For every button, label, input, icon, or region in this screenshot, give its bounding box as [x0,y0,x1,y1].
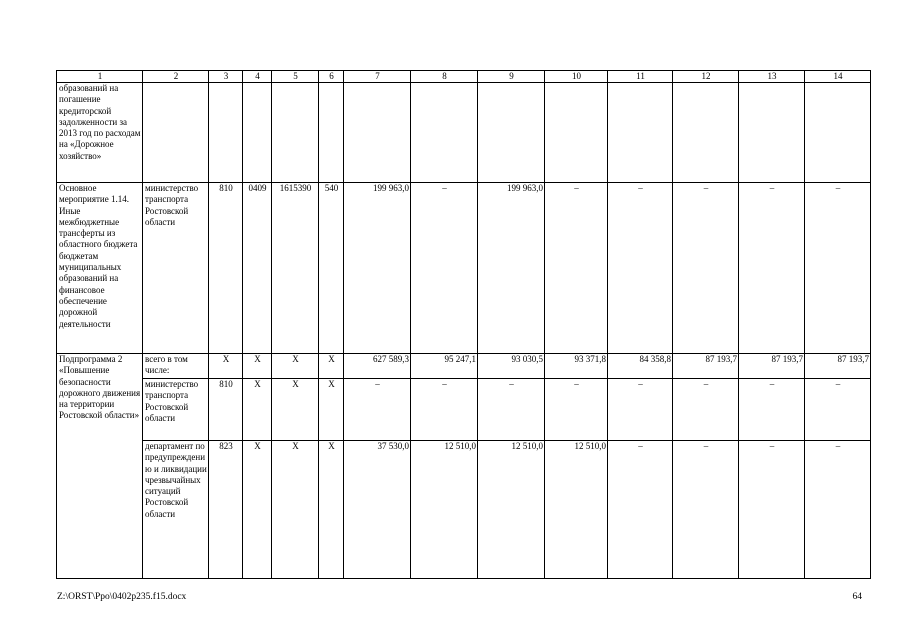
row-d-executor: министерство транспорта Ростовской области [143,379,209,441]
table-cell [478,83,545,183]
row-b-col8: – [411,183,478,354]
row-e-col10: 12 510,0 [545,441,608,579]
row-d-col8: – [411,379,478,441]
header-cell: 6 [319,71,344,83]
table-cell [143,83,209,183]
row-c-col9: 93 030,5 [478,354,545,379]
header-cell: 14 [805,71,871,83]
row-e-col9: 12 510,0 [478,441,545,579]
row-c-col3: Х [209,354,243,379]
row-d-col5: Х [272,379,319,441]
page-number: 64 [852,592,862,602]
row-e-col8: 12 510,0 [411,441,478,579]
row-e-col14: – [805,441,871,579]
row-c-col12: 87 193,7 [673,354,739,379]
row-d-col4: Х [243,379,272,441]
row-e-col6: Х [319,441,344,579]
row-c-col7: 627 589,3 [344,354,411,379]
header-cell: 5 [272,71,319,83]
row-b-col10: – [545,183,608,354]
table-row [57,441,871,579]
row-d-col14: – [805,379,871,441]
row-e-col4: Х [243,441,272,579]
row-b-col4: 0409 [243,183,272,354]
header-cell: 11 [608,71,673,83]
table-header-row [57,71,871,83]
header-cell: 12 [673,71,739,83]
row-e-col3: 823 [209,441,243,579]
row-d-col9: – [478,379,545,441]
table-cell [344,83,411,183]
row-c-col8: 95 247,1 [411,354,478,379]
row-c-executor: всего в том числе: [143,354,209,379]
row-b-col12: – [673,183,739,354]
table-cell [673,83,739,183]
row-c-name: Подпрограмма 2 «Повышение безопасности дорожного движения на территории Ростовской области» [57,354,143,579]
row-d-col7: – [344,379,411,441]
row-d-col13: – [739,379,805,441]
row-b-name: Основное мероприятие 1.14. Иные межбюджетные трансферты из областного бюджета бюджетам муниципальных образований на финансовое обеспечение дорожной деятельности [57,183,143,354]
table-cell [319,83,344,183]
row-b-col5: 1615390 [272,183,319,354]
row-e-executor: департамент по предупреждению и ликвидации чрезвычайных ситуаций Ростовской области [143,441,209,579]
row-b-col14: – [805,183,871,354]
table-cell [608,83,673,183]
table-cell [243,83,272,183]
row-c-col4: Х [243,354,272,379]
row-d-col3: 810 [209,379,243,441]
row-b-col3: 810 [209,183,243,354]
row-b-col7: 199 963,0 [344,183,411,354]
row-e-col7: 37 530,0 [344,441,411,579]
row-c-col14: 87 193,7 [805,354,871,379]
row-e-col11: – [608,441,673,579]
row-d-col10: – [545,379,608,441]
table-cell [272,83,319,183]
header-cell: 9 [478,71,545,83]
row-d-col11: – [608,379,673,441]
table-cell [411,83,478,183]
row-d-col6: Х [319,379,344,441]
row-c-col10: 93 371,8 [545,354,608,379]
row-c-col13: 87 193,7 [739,354,805,379]
row-c-col6: Х [319,354,344,379]
header-cell: 8 [411,71,478,83]
table-cell [545,83,608,183]
row-b-col9: 199 963,0 [478,183,545,354]
budget-table [56,70,871,579]
table-row [57,379,871,441]
table-cell [805,83,871,183]
table-row [57,183,871,354]
table-row [57,354,871,379]
header-cell: 3 [209,71,243,83]
header-cell: 7 [344,71,411,83]
row-c-col5: Х [272,354,319,379]
table-row [57,83,871,183]
table-cell [209,83,243,183]
row-a-name: образований на погашение кредиторской задолженности за 2013 год по расходам на «Дорожное хозяйство» [57,83,143,183]
row-e-col13: – [739,441,805,579]
table-cell [739,83,805,183]
row-b-col11: – [608,183,673,354]
row-e-col5: Х [272,441,319,579]
row-b-col13: – [739,183,805,354]
row-b-executor: министерство транспорта Ростовской области [143,183,209,354]
header-cell: 10 [545,71,608,83]
header-cell: 2 [143,71,209,83]
header-cell: 1 [57,71,143,83]
header-cell: 4 [243,71,272,83]
row-e-col12: – [673,441,739,579]
header-cell: 13 [739,71,805,83]
row-c-col11: 84 358,8 [608,354,673,379]
row-d-col12: – [673,379,739,441]
row-b-col6: 540 [319,183,344,354]
footer-file-path: Z:\ORST\Ppo\0402p235.f15.docx [57,592,187,602]
